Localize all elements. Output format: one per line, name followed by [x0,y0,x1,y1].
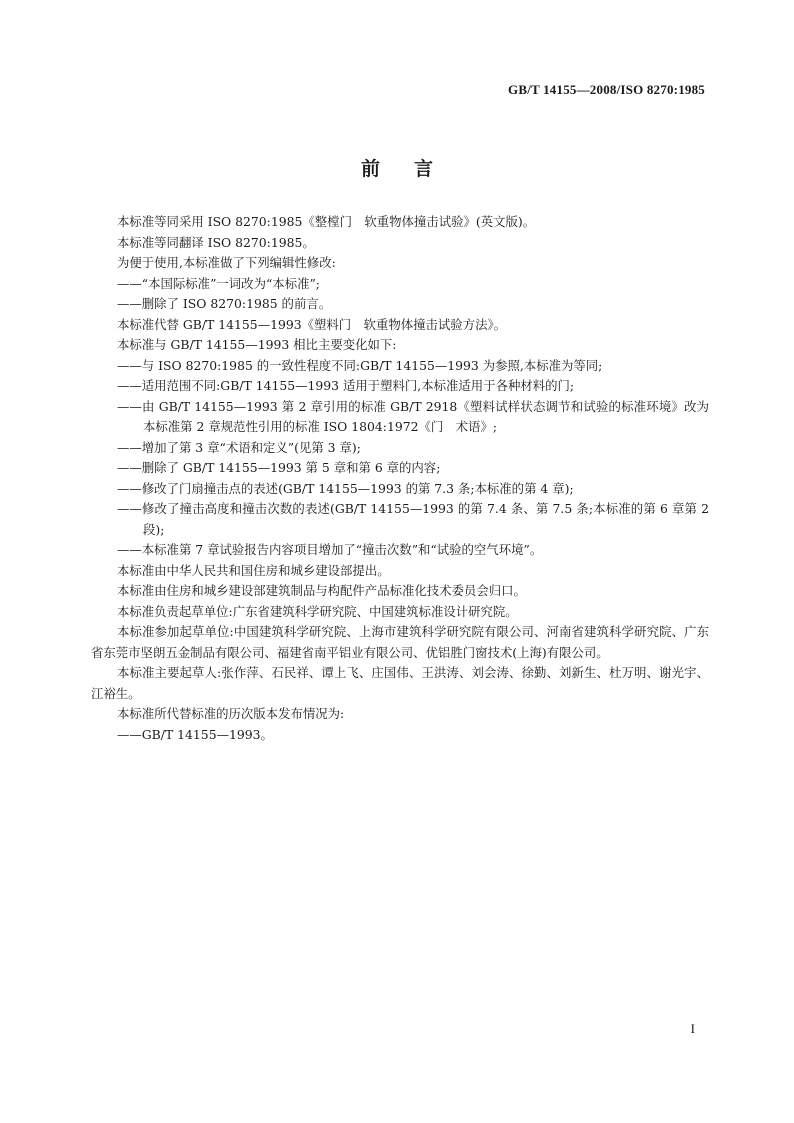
paragraph: 本标准等同翻译 ISO 8270:1985。 [117,234,315,250]
paragraph: 本标准主要起草人:张作萍、石民祥、谭上飞、庄国伟、王洪涛、刘会涛、徐勤、刘新生、杜万明、谢光宇、江裕生。 [91,665,709,701]
list-item: ——修改了撞击高度和撞击次数的表述(GB/T 14155—1993 的第 7.4 条、第 7.5 条;本标准的第 6 章第 2 段); [117,501,709,537]
list-item: ——删除了 ISO 8270:1985 的前言。 [117,296,332,311]
paragraph: 本标准由住房和城乡建设部建筑制品与构配件产品标准化技术委员会归口。 [117,583,526,598]
list-item: ——删除了 GB/T 14155—1993 第 5 章和第 6 章的内容; [117,460,441,475]
paragraph: 本标准等同采用 ISO 8270:1985《整樘门 软重物体撞击试验》(英文版)。 [117,214,536,229]
paragraph: 为便于使用,本标准做了下列编辑性修改: [117,255,336,270]
list-item: ——修改了门扇撞击点的表述(GB/T 14155—1993 的第 7.3 条;本标准的第 4 章); [117,480,574,496]
list-item: ——与 ISO 8270:1985 的一致性程度不同:GB/T 14155—1993 为参照,本标准为等同; [117,357,603,373]
standard-code: GB/T 14155—2008/ISO 8270:1985 [508,82,705,97]
foreword-body [91,212,709,745]
paragraph: 本标准由中华人民共和国住房和城乡建设部提出。 [117,562,390,578]
list-item: ——增加了第 3 章“术语和定义”(见第 3 章); [117,439,361,455]
list-item: ——“本国际标准”一词改为“本标准”; [117,275,320,291]
paragraph: 本标准参加起草单位:中国建筑科学研究院、上海市建筑科学研究院有限公司、河南省建筑科学研究院、广东省东莞市坚朗五金制品有限公司、福建省南平铝业有限公司、优铝胜门窗技术(上海)有限公司。 [91,624,709,660]
paragraph: 本标准负责起草单位:广东省建筑科学研究院、中国建筑标准设计研究院。 [117,603,518,619]
list-item: ——适用范围不同:GB/T 14155—1993 适用于塑料门,本标准适用于各种材料的门; [117,378,575,393]
list-item: ——由 GB/T 14155—1993 第 2 章引用的标准 GB/T 2918《塑料试样状态调节和试验的标准环境》改为本标准第 2 章规范性引用的标准 ISO 1804:1972《门 术语》; [117,398,709,434]
list-item: ——本标准第 7 章试验报告内容项目增加了“撞击次数”和“试验的空气环境”。 [117,542,543,557]
paragraph: 本标准代替 GB/T 14155—1993《塑料门 软重物体撞击试验方法》。 [117,316,507,332]
page-title: 前言 [360,158,467,180]
paragraph: 本标准所代替标准的历次版本发布情况为: [117,706,345,721]
page-number: I [690,1021,695,1036]
list-item: ——GB/T 14155—1993。 [117,726,273,742]
paragraph: 本标准与 GB/T 14155—1993 相比主要变化如下: [117,337,397,352]
